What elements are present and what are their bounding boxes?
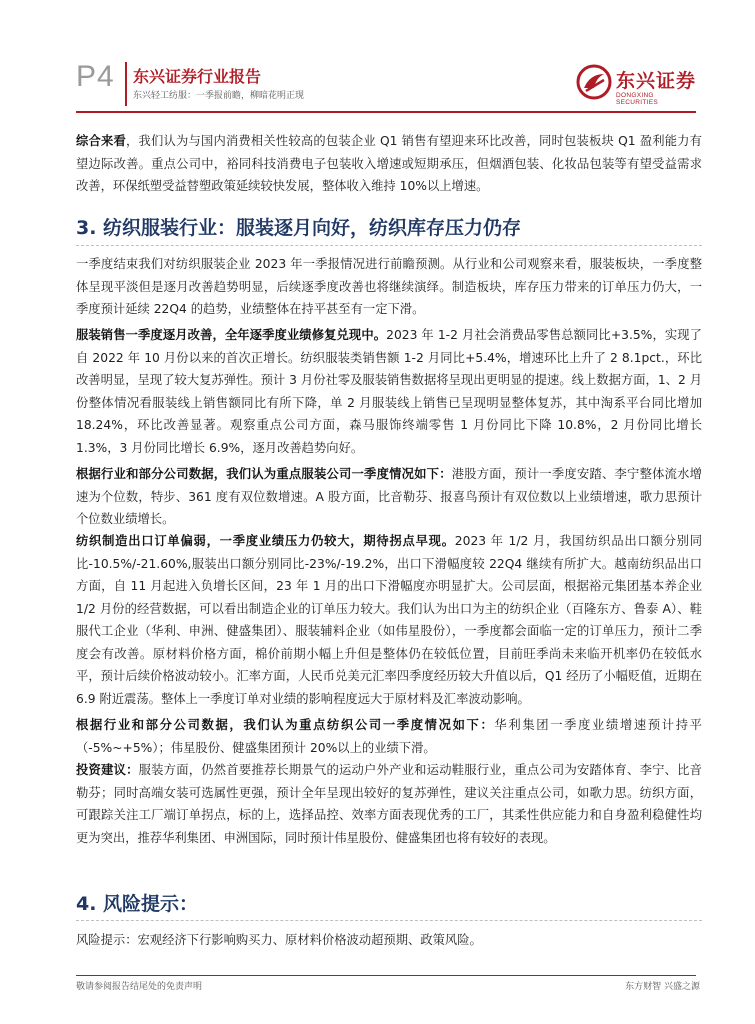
paragraph-lead: 纺织制造出口订单偏弱，一季度业绩压力仍较大，期待拐点早现。 bbox=[76, 534, 455, 548]
company-logo bbox=[576, 64, 696, 106]
page-number: P4 bbox=[76, 60, 115, 93]
page-header bbox=[0, 0, 755, 120]
paragraph-body: 服装方面，仍然首要推荐长期景气的运动户外产业和运动鞋服行业，重点公司为安踏体育、李宁、比音勒芬；同时高端女装可选属性更强，预计全年呈现出较好的复苏弹性，建议关注重点公司，如歌力思。纺织方面，可跟踪关注工厂端订单拐点，标的上，选择品控、效率方面表现优秀的工厂，其柔性供应能力和自身盈利稳健性均更为突出，推荐华利集团、申洲国际，同时预计伟星股份、健盛集团也将有较好的表现。 bbox=[76, 763, 702, 845]
paragraph-intro bbox=[76, 253, 702, 321]
paragraph-lead: 投资建议： bbox=[76, 763, 139, 777]
paragraph-apparel-sales bbox=[76, 324, 702, 459]
footer-rule bbox=[76, 975, 696, 976]
logo-text-cn: 东兴证券 bbox=[616, 70, 697, 92]
report-subtitle: 东兴轻工纺服：一季报前瞻，柳暗花明正现 bbox=[133, 91, 305, 101]
paragraph-apparel-q1 bbox=[76, 463, 702, 531]
paragraph-lead: 根据行业和部分公司数据，我们认为重点纺织公司一季度情况如下： bbox=[76, 718, 495, 732]
paragraph-summary bbox=[76, 130, 702, 198]
report-title: 东兴证券行业报告 bbox=[133, 67, 262, 86]
paragraph-body: 一季度结束我们对纺织服装企业 2023 年一季报情况进行前瞻预测。从行业和公司观察来看，服装板块，一季度整体呈现平淡但是逐月改善趋势明显，后续逐季度改善也将继续演绎。制造板块，库存压力带来的订单压力仍大，一季度预计延续 22Q4 的趋势，业绩整体在持平甚至有一定下滑。 bbox=[76, 257, 702, 316]
paragraph-textile-q1 bbox=[76, 714, 702, 759]
paragraph-body: 风险提示：宏观经济下行影响购买力、原材料价格波动超预期、政策风险。 bbox=[76, 933, 482, 947]
logo-mark-icon bbox=[576, 64, 612, 100]
header-divider bbox=[125, 62, 127, 106]
footer-disclaimer: 敬请参阅报告结尾处的免责声明 bbox=[76, 982, 203, 992]
paragraph-body: ，我们认为与国内消费相关性较高的包装企业 Q1 销售有望迎来环比改善，同时包装板块 Q1 盈利能力有望边际改善。重点公司中，裕同科技消费电子包装收入增速或短期承压，但烟酒包装、化妆品包装等有望受益需求改善，环保纸塑受益替塑政策延续较快发展，整体收入维持 10%以上增速。 bbox=[76, 134, 702, 193]
paragraph-lead: 综合来看 bbox=[76, 134, 126, 148]
paragraph-body: 港股方面，预计一季度安踏、李宁整体流水增速为个位数，特步、361 度有双位数增速。A 股方面，比音勒芬、报喜鸟预计有双位数以上业绩增速，歌力思预计个位数业绩增长。 bbox=[76, 467, 702, 526]
footer-slogan: 东方财智 兴盛之源 bbox=[625, 982, 700, 992]
paragraph-lead: 服装销售一季度逐月改善，全年逐季度业绩修复兑现中。 bbox=[76, 328, 387, 342]
section-divider bbox=[76, 920, 702, 921]
header-rule bbox=[76, 111, 696, 113]
section-title-3: 3. 纺织服装行业：服装逐月向好，纺织库存压力仍存 bbox=[76, 217, 522, 239]
paragraph-risk bbox=[76, 929, 702, 952]
paragraph-body: 2023 年 1/2 月，我国纺织品出口额分别同比-10.5%/-21.60%,服装出口额分别同比-23%/-19.2%，出口下滑幅度较 22Q4 继续有所扩大。越南纺织品出口方面，自 11 月起进入负增长区间，23 年 1 月的出口下滑幅度亦明显扩大。公司层面，根据裕元集团基本养企业 1/2 月份的经营数据，可以看出制造企业的订单压力较大。我们认为出口为主的纺织企业（百隆东方、鲁泰 A）、鞋服代工企业（华利、申洲、健盛集团）、服装辅料企业（如伟星股份），一季度都会面临一定的订单压力，预计二季度会有改善。原材料价格方面，棉价前期小幅上升但是整体仍在较低位置，目前旺季尚未来临开机率仍在较低水平，预计后续价格波动较小。汇率方面，人民币兑美元汇率四季度经历较大升值以后，Q1 经历了小幅贬值，近期在 6.9 附近震荡。整体上一季度订单对业绩的影响程度远大于原材料及汇率波动影响。 bbox=[76, 534, 702, 706]
paragraph-body: 2023 年 1-2 月社会消费品零售总额同比+3.5%，实现了自 2022 年 10 月份以来的首次正增长。纺织服装类销售额 1-2 月同比+5.4%，增速环比上升了 2 8.1pct.，环比改善明显，呈现了较大复苏弹性。预计 3 月份社零及服装销售数据将呈现出更明显的提速。线上数据方面，1、2 月份整体情况看服装线上销售额同比有所下降，单 2 月服装线上销售已呈现明显整体复苏，其中淘系平台同比增加 18.24%，环比改善显著。观察重点公司方面，森马服饰终端零售 1 月份同比下降 10.8%，2 月份同比增长 1.3%，3 月份同比增长 6.9%，逐月改善趋势向好。 bbox=[76, 328, 702, 455]
section-title-4: 4. 风险提示： bbox=[76, 893, 199, 915]
paragraph-investment-advice bbox=[76, 759, 702, 849]
paragraph-body: 华利集团一季度业绩增速预计持平（-5%~+5%）；伟星股份、健盛集团预计 20%以上的业绩下滑。 bbox=[76, 718, 702, 755]
paragraph-lead: 根据行业和部分公司数据，我们认为重点服装公司一季度情况如下： bbox=[76, 467, 452, 481]
paragraph-textile-manufacturing bbox=[76, 530, 702, 710]
section-divider bbox=[76, 245, 702, 246]
logo-text-en: DONGXING SECURITIES bbox=[616, 92, 659, 106]
